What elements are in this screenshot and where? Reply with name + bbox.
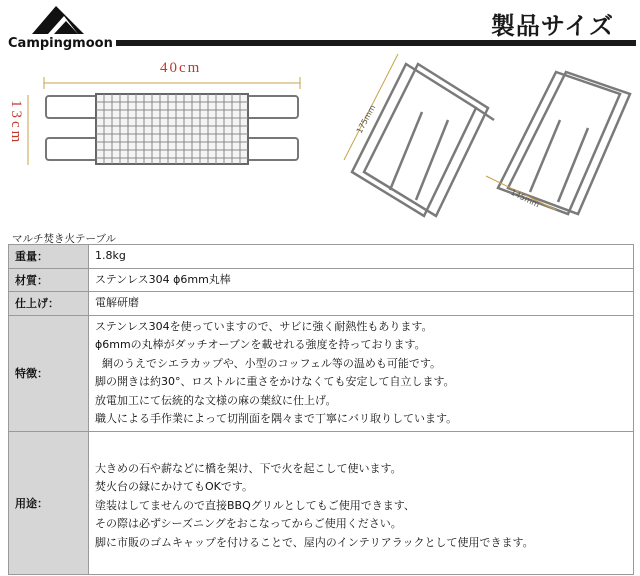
spec-label: 重量： (9, 245, 89, 269)
spec-value (89, 245, 634, 269)
spec-value (89, 268, 634, 292)
brand-name: Campingmoon (8, 36, 113, 51)
dim-length-label: 40cm (160, 60, 202, 76)
spec-line: 脚に市販のゴムキャップを付けることで、屋内のインテリアラックとして使用できます。 (95, 535, 534, 549)
dim-height-diag-label: 175mm (354, 103, 378, 135)
spec-label: 用途： (9, 431, 89, 575)
product-diagram (0, 50, 640, 230)
spec-line: 塗装はしてませんので直接BBQグリルとしてもご使用できます、 (95, 498, 415, 512)
spec-line (95, 434, 627, 460)
dim-width-label: 13cm (8, 100, 24, 146)
spec-row-finish (9, 292, 634, 316)
brand-logo (8, 4, 118, 50)
spec-value (89, 315, 634, 431)
mountain-logo-icon (30, 4, 86, 36)
spec-line: その際は必ずシーズニングをおこなってからご使用ください。 (95, 517, 402, 530)
spec-line: 1.8kg (95, 249, 126, 262)
spec-label: 仕上げ： (9, 292, 89, 316)
product-drawing (0, 50, 640, 230)
spec-line: 焚火台の縁にかけてもOKです。 (95, 480, 253, 493)
product-caption: マルチ焚き火テーブル (12, 233, 117, 245)
spec-line: 脚の開きは約30°、ロストルに重さをかけなくても安定して自立します。 (95, 375, 455, 388)
spec-row-weight (9, 245, 634, 269)
spec-line: ϕ6mmの丸棒がダッチオーブンを載せれる強度を持っております。 (95, 338, 426, 351)
spec-row-usage (9, 431, 634, 575)
spec-line: 大きめの石や薪などに橋を架け、下で火を起こして使います。 (95, 461, 402, 475)
spec-value (89, 292, 634, 316)
spec-row-features (9, 315, 634, 431)
spec-table (8, 244, 634, 575)
spec-label: 材質： (9, 268, 89, 292)
spec-line (95, 552, 627, 572)
spec-line: ステンレス304 ϕ6mm丸棒 (95, 272, 231, 286)
spec-line: ステンレス304を使っていますので、サビに強く耐熱性もあります。 (95, 319, 433, 333)
spec-line: 電解研磨 (95, 296, 139, 309)
spec-line: 網のうえでシエラカップや、小型のコッフェル等の温めも可能です。 (95, 356, 442, 370)
spec-row-material (9, 268, 634, 292)
spec-line: 放電加工にて伝統的な文様の麻の葉紋に仕上げ。 (95, 393, 337, 407)
page-title: 製品サイズ (490, 12, 614, 40)
spec-label: 特徴： (9, 315, 89, 431)
spec-line: 職人による手作業によって切削面を隅々まで丁寧にバリ取りしています。 (95, 412, 458, 425)
dim-width-diag-label: 145mm (509, 187, 541, 210)
spec-value (89, 431, 634, 575)
